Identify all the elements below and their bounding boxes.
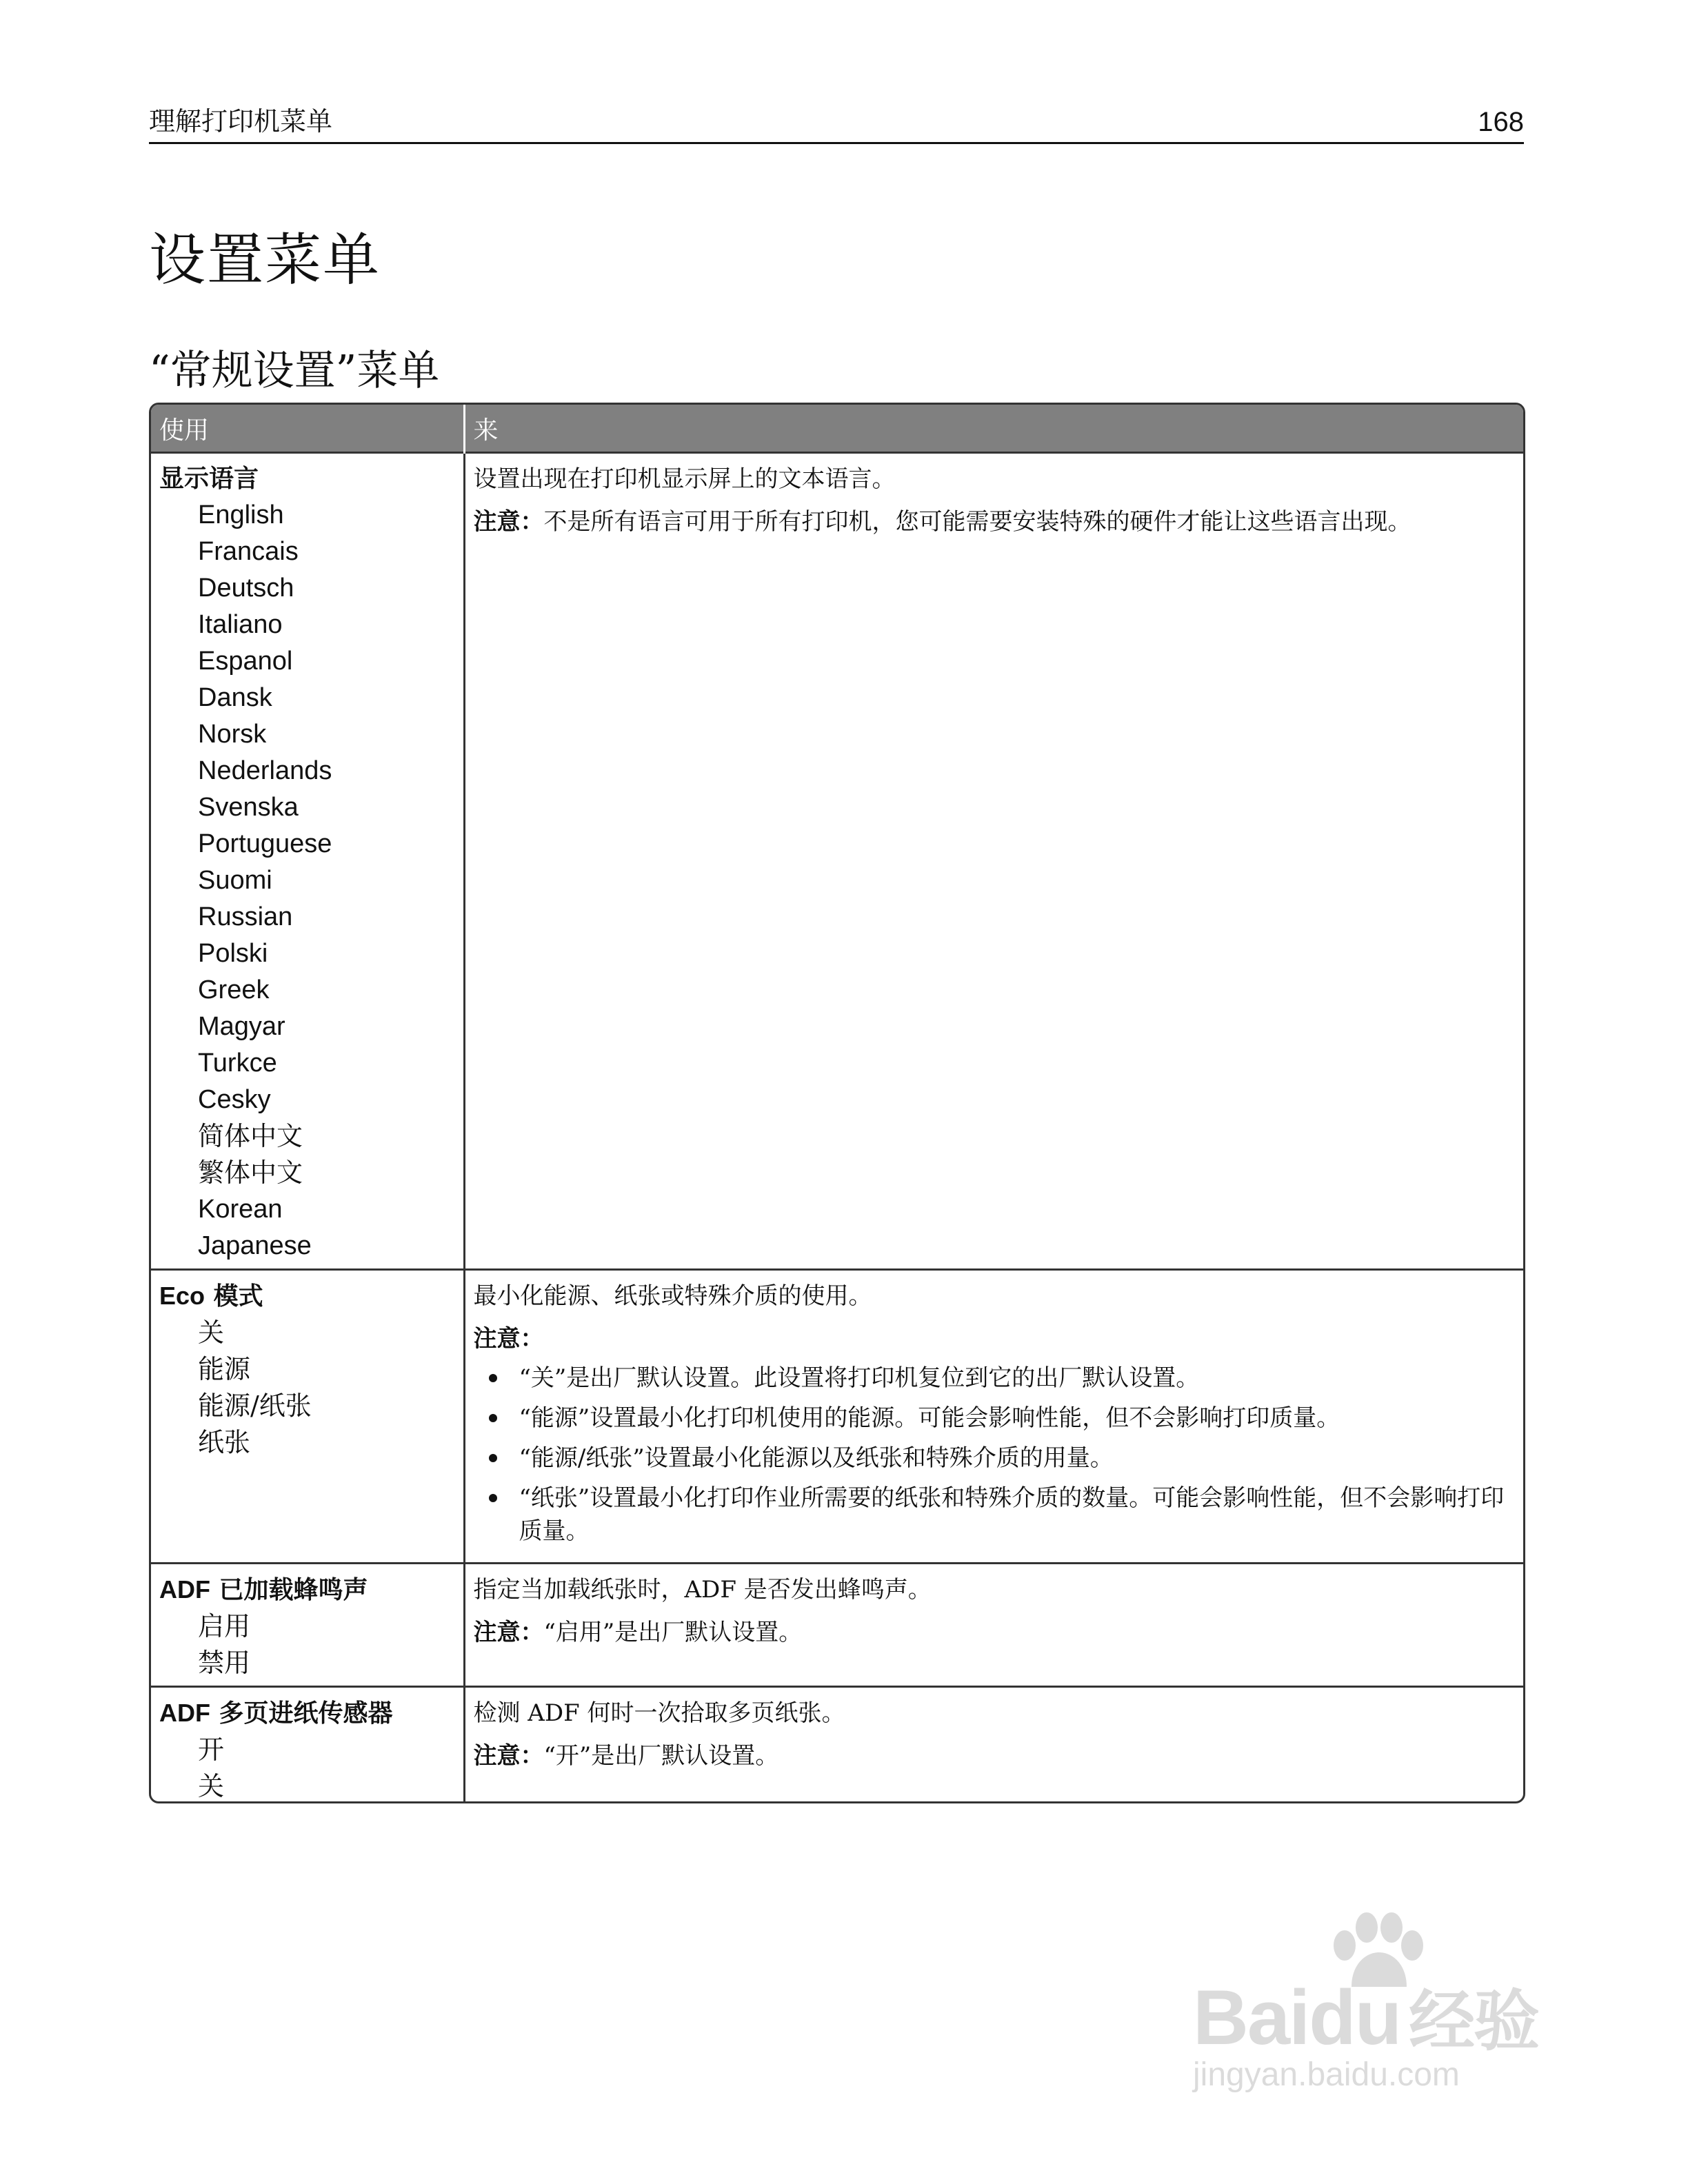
- bullet-text: “能源”设置最小化打印机使用的能源。可能会影响性能，但不会影响打印质量。: [519, 1404, 1340, 1432]
- note-text: “启用”是出厂默认设置。: [543, 1619, 803, 1646]
- description-cell: [464, 1270, 1523, 1564]
- menu-item-name: [159, 1277, 452, 1315]
- note: [474, 505, 1513, 539]
- option-item: 启用: [198, 1611, 251, 1641]
- list-item: [474, 1362, 1513, 1395]
- note-label: 注意：: [473, 1619, 544, 1646]
- bullet-icon: [489, 1494, 497, 1502]
- general-settings-table: [149, 403, 1525, 1803]
- option-item: 关: [198, 1771, 225, 1801]
- menu-item-name: [159, 1571, 452, 1608]
- page-number: 168: [1478, 107, 1524, 137]
- option-item: Portuguese: [198, 829, 332, 858]
- bullet-text: “纸张”设置最小化打印作业所需要的纸张和特殊介质的数量。可能会影响性能，但不会影响打印质量。: [519, 1484, 1505, 1545]
- note-text: “开”是出厂默认设置。: [543, 1742, 779, 1770]
- menu-item-cell: [151, 453, 464, 1270]
- bullet-icon: [489, 1374, 497, 1382]
- menu-item-name-suffix: 多页进纸传感器: [219, 1699, 393, 1728]
- menu-item-cell: [151, 1270, 464, 1564]
- menu-table: [151, 405, 1523, 1803]
- menu-item-name-prefix: ADF: [159, 1699, 210, 1727]
- table-row-adf-multifeed-sensor: [151, 1687, 1523, 1804]
- bullet-icon: [489, 1454, 497, 1462]
- bullet-text: “能源/纸张”设置最小化能源以及纸张和特殊介质的用量。: [519, 1444, 1114, 1472]
- note-text: 不是所有语言可用于所有打印机，您可能需要安装特殊的硬件才能让这些语言出现。: [543, 508, 1411, 536]
- running-title: 理解打印机菜单: [149, 106, 333, 136]
- option-item: Polski: [198, 939, 268, 968]
- option-item: 繁体中文: [198, 1157, 303, 1188]
- option-item: Italiano: [198, 610, 283, 639]
- option-item: Svenska: [198, 793, 299, 822]
- watermark-brand-bai: Bai: [1193, 1974, 1309, 2061]
- list-item: [474, 1402, 1513, 1435]
- column-header-use: 使用: [151, 405, 464, 453]
- note-label: 注意：: [473, 1325, 544, 1353]
- menu-item-cell: [151, 1687, 464, 1804]
- column-header-to: 来: [464, 405, 1523, 453]
- bullet-icon: [489, 1414, 497, 1422]
- table-header-row: [151, 405, 1523, 453]
- menu-item-name: 显示语言: [159, 464, 259, 493]
- option-item: Cesky: [198, 1085, 271, 1114]
- option-item: 能源: [198, 1354, 251, 1384]
- option-item: Japanese: [198, 1231, 312, 1260]
- option-item: Dansk: [198, 683, 272, 712]
- option-item: 关: [198, 1317, 225, 1348]
- option-item: Russian: [198, 902, 293, 931]
- page-header: [149, 103, 1524, 144]
- note: [474, 1739, 1513, 1773]
- section-title: 设置菜单: [149, 228, 381, 293]
- option-item: 纸张: [198, 1427, 251, 1457]
- option-item: 能源/纸张: [198, 1391, 312, 1421]
- option-item: Norsk: [198, 720, 267, 749]
- option-item: Francais: [198, 537, 299, 566]
- description-text: 指定当加载纸张时，ADF 是否发出蜂鸣声。: [473, 1576, 932, 1604]
- note-label: 注意：: [473, 508, 544, 536]
- description-text: 检测 ADF 何时一次拾取多页纸张。: [473, 1699, 845, 1727]
- option-item: Korean: [198, 1195, 283, 1224]
- option-item: Magyar: [198, 1012, 285, 1041]
- option-item: 简体中文: [198, 1121, 303, 1151]
- subsection-title: “常规设置”菜单: [149, 347, 440, 395]
- option-item: Turkce: [198, 1049, 277, 1078]
- table-row-adf-loaded-beep: [151, 1564, 1523, 1687]
- option-item: 开: [198, 1735, 225, 1765]
- baidu-jingyan-watermark: [1186, 1910, 1572, 2093]
- menu-item-cell: [151, 1564, 464, 1687]
- option-item: English: [198, 501, 284, 529]
- watermark-brand: [1193, 1969, 1538, 2063]
- option-item: Deutsch: [198, 574, 294, 603]
- option-item: Greek: [198, 975, 270, 1004]
- table-row-display-language: [151, 453, 1523, 1270]
- option-item: Nederlands: [198, 756, 332, 785]
- note-label: 注意：: [473, 1742, 544, 1770]
- description-cell: [464, 1564, 1523, 1687]
- menu-item-name-prefix: Eco: [159, 1282, 205, 1310]
- note-bullet-list: [474, 1362, 1513, 1548]
- menu-item-name-suffix: 模式: [213, 1282, 263, 1311]
- menu-item-name: [159, 1695, 452, 1732]
- option-item: Suomi: [198, 866, 272, 895]
- list-item: [474, 1482, 1513, 1548]
- description-cell: [464, 453, 1523, 1270]
- menu-item-name-prefix: ADF: [159, 1575, 210, 1604]
- description-cell: [464, 1687, 1523, 1804]
- option-item: Espanol: [198, 647, 293, 676]
- option-item: 禁用: [198, 1648, 251, 1678]
- list-item: [474, 1442, 1513, 1475]
- watermark-brand-du: du: [1309, 1974, 1401, 2061]
- note: [474, 1322, 1513, 1356]
- menu-item-name-suffix: 已加载蜂鸣声: [219, 1575, 368, 1604]
- note: [474, 1615, 1513, 1650]
- watermark-url: jingyan.baidu.com: [1193, 2056, 1460, 2093]
- description-text: 设置出现在打印机显示屏上的文本语言。: [473, 465, 896, 493]
- watermark-jingyan: 经验: [1409, 1983, 1539, 2060]
- table-row-eco-mode: [151, 1270, 1523, 1564]
- bullet-text: “关”是出厂默认设置。此设置将打印机复位到它的出厂默认设置。: [519, 1364, 1200, 1392]
- description-text: 最小化能源、纸张或特殊介质的使用。: [473, 1282, 872, 1310]
